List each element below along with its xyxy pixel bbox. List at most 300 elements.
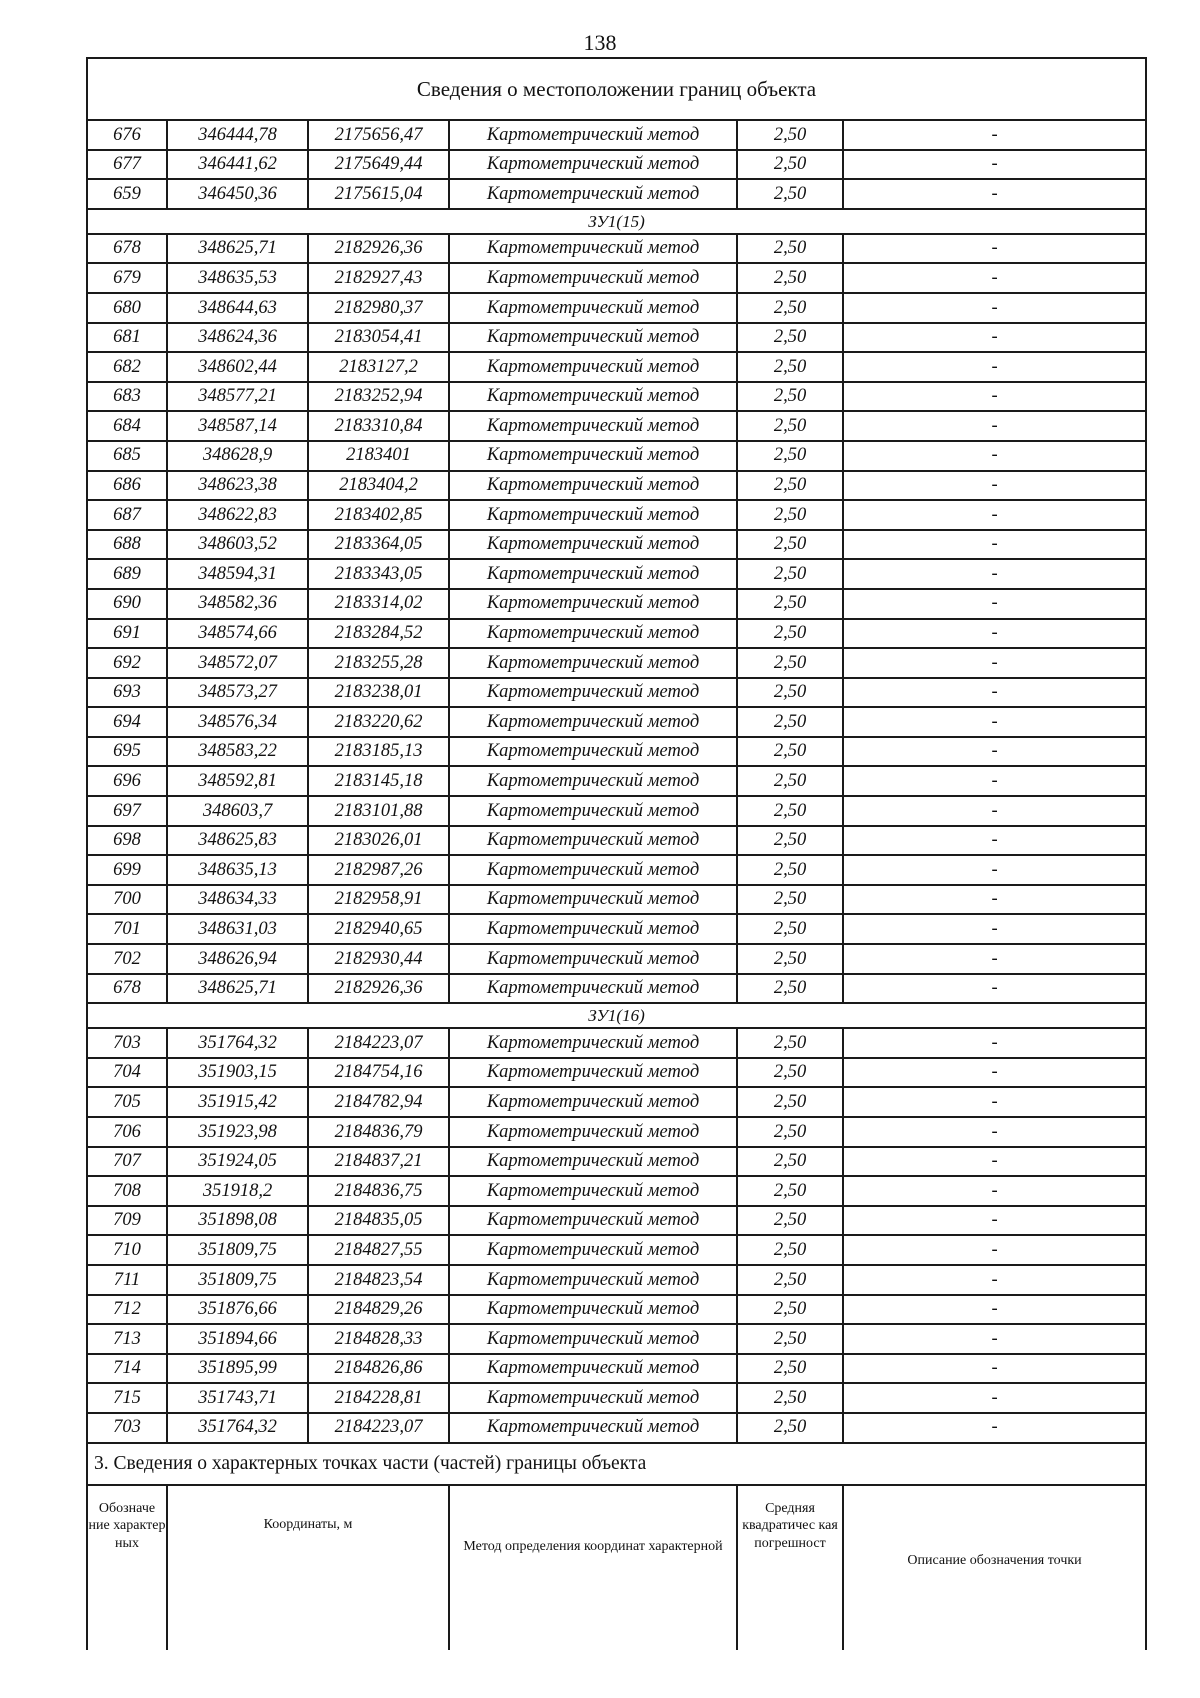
header-coordinates: Координаты, м: [167, 1485, 449, 1650]
cell-coord-y: 2184836,75: [308, 1176, 449, 1206]
cell-accuracy: 2,50: [737, 471, 843, 501]
cell-coord-x: 348625,83: [167, 826, 308, 856]
cell-point-id: 683: [87, 382, 167, 412]
cell-coord-y: 2183026,01: [308, 826, 449, 856]
cell-accuracy: 2,50: [737, 179, 843, 209]
section3-title-row: [87, 1443, 1146, 1485]
cell-description: -: [843, 1058, 1146, 1088]
cell-method: Картометрический метод: [449, 1354, 737, 1384]
cell-accuracy: 2,50: [737, 1413, 843, 1443]
cell-coord-y: 2183401: [308, 441, 449, 471]
cell-coord-x: 348625,71: [167, 234, 308, 264]
cell-coord-y: 2183252,94: [308, 382, 449, 412]
cell-coord-x: 348624,36: [167, 323, 308, 353]
table-row: [87, 619, 1146, 649]
cell-accuracy: 2,50: [737, 1117, 843, 1147]
cell-method: Картометрический метод: [449, 826, 737, 856]
cell-coord-y: 2175656,47: [308, 120, 449, 150]
cell-coord-x: 351764,32: [167, 1028, 308, 1058]
cell-coord-y: 2175649,44: [308, 150, 449, 180]
cell-method: Картометрический метод: [449, 150, 737, 180]
cell-coord-x: 351809,75: [167, 1235, 308, 1265]
cell-point-id: 687: [87, 500, 167, 530]
cell-coord-y: 2184835,05: [308, 1206, 449, 1236]
table-row: [87, 1176, 1146, 1206]
cell-accuracy: 2,50: [737, 826, 843, 856]
cell-method: Картометрический метод: [449, 441, 737, 471]
table-row: [87, 796, 1146, 826]
cell-coord-y: 2184826,86: [308, 1354, 449, 1384]
cell-description: -: [843, 293, 1146, 323]
cell-coord-x: 348631,03: [167, 914, 308, 944]
cell-accuracy: 2,50: [737, 263, 843, 293]
cell-coord-y: 2183310,84: [308, 411, 449, 441]
cell-description: -: [843, 500, 1146, 530]
table-row: [87, 1147, 1146, 1177]
table-row: [87, 382, 1146, 412]
cell-description: -: [843, 1324, 1146, 1354]
cell-accuracy: 2,50: [737, 1028, 843, 1058]
cell-description: -: [843, 826, 1146, 856]
table-row: [87, 944, 1146, 974]
cell-coord-x: 351915,42: [167, 1087, 308, 1117]
cell-point-id: 679: [87, 263, 167, 293]
table-row: [87, 1354, 1146, 1384]
cell-point-id: 701: [87, 914, 167, 944]
table-row: [87, 1028, 1146, 1058]
zone-label-row: [87, 209, 1146, 234]
cell-accuracy: 2,50: [737, 914, 843, 944]
cell-coord-y: 2183238,01: [308, 678, 449, 708]
cell-accuracy: 2,50: [737, 648, 843, 678]
cell-accuracy: 2,50: [737, 1354, 843, 1384]
table-row: [87, 678, 1146, 708]
cell-coord-x: 348625,71: [167, 974, 308, 1004]
cell-coord-x: 348628,9: [167, 441, 308, 471]
cell-coord-y: 2183127,2: [308, 352, 449, 382]
table-row: [87, 974, 1146, 1004]
cell-coord-y: 2175615,04: [308, 179, 449, 209]
cell-coord-x: 351918,2: [167, 1176, 308, 1206]
cell-coord-x: 348603,52: [167, 530, 308, 560]
cell-method: Картометрический метод: [449, 234, 737, 264]
cell-method: Картометрический метод: [449, 1147, 737, 1177]
cell-method: Картометрический метод: [449, 323, 737, 353]
cell-point-id: 703: [87, 1413, 167, 1443]
cell-description: -: [843, 1354, 1146, 1384]
page-number: 138: [583, 30, 617, 55]
cell-point-id: 715: [87, 1383, 167, 1413]
cell-coord-x: 351743,71: [167, 1383, 308, 1413]
cell-description: -: [843, 914, 1146, 944]
cell-description: -: [843, 263, 1146, 293]
cell-method: Картометрический метод: [449, 1383, 737, 1413]
cell-method: Картометрический метод: [449, 293, 737, 323]
cell-accuracy: 2,50: [737, 1324, 843, 1354]
cell-point-id: 676: [87, 120, 167, 150]
cell-coord-y: 2184223,07: [308, 1028, 449, 1058]
table-row: [87, 441, 1146, 471]
cell-coord-x: 348622,83: [167, 500, 308, 530]
zone-label-row: [87, 1003, 1146, 1028]
cell-coord-y: 2183343,05: [308, 559, 449, 589]
cell-accuracy: 2,50: [737, 1235, 843, 1265]
cell-point-id: 692: [87, 648, 167, 678]
cell-accuracy: 2,50: [737, 766, 843, 796]
table-row: [87, 150, 1146, 180]
table-row: [87, 737, 1146, 767]
cell-coord-y: 2183402,85: [308, 500, 449, 530]
cell-method: Картометрический метод: [449, 352, 737, 382]
table-row: [87, 263, 1146, 293]
section3-title: 3. Сведения о характерных точках части (частей) границы объекта: [87, 1443, 1146, 1485]
header-point: Обозначе ние характер ных: [87, 1485, 167, 1650]
cell-coord-y: 2184837,21: [308, 1147, 449, 1177]
cell-method: Картометрический метод: [449, 944, 737, 974]
cell-method: Картометрический метод: [449, 914, 737, 944]
cell-coord-x: 348587,14: [167, 411, 308, 441]
cell-description: -: [843, 944, 1146, 974]
cell-accuracy: 2,50: [737, 619, 843, 649]
cell-description: -: [843, 855, 1146, 885]
cell-coord-y: 2184228,81: [308, 1383, 449, 1413]
table-row: [87, 293, 1146, 323]
cell-coord-y: 2182927,43: [308, 263, 449, 293]
cell-point-id: 694: [87, 707, 167, 737]
cell-accuracy: 2,50: [737, 944, 843, 974]
cell-coord-x: 348623,38: [167, 471, 308, 501]
cell-coord-y: 2183314,02: [308, 589, 449, 619]
cell-coord-x: 351895,99: [167, 1354, 308, 1384]
cell-point-id: 708: [87, 1176, 167, 1206]
header-accuracy: Средняя квадратичес кая погрешност: [737, 1485, 843, 1650]
cell-coord-x: 348594,31: [167, 559, 308, 589]
table-row: [87, 1324, 1146, 1354]
cell-description: -: [843, 648, 1146, 678]
cell-description: -: [843, 974, 1146, 1004]
cell-coord-y: 2184754,16: [308, 1058, 449, 1088]
cell-coord-y: 2183255,28: [308, 648, 449, 678]
cell-accuracy: 2,50: [737, 974, 843, 1004]
cell-coord-x: 348577,21: [167, 382, 308, 412]
table-row: [87, 411, 1146, 441]
cell-coord-x: 351924,05: [167, 1147, 308, 1177]
cell-method: Картометрический метод: [449, 500, 737, 530]
cell-method: Картометрический метод: [449, 263, 737, 293]
cell-accuracy: 2,50: [737, 293, 843, 323]
cell-coord-y: 2184828,33: [308, 1324, 449, 1354]
cell-description: -: [843, 1176, 1146, 1206]
cell-coord-x: 351764,32: [167, 1413, 308, 1443]
cell-accuracy: 2,50: [737, 559, 843, 589]
cell-method: Картометрический метод: [449, 1028, 737, 1058]
cell-point-id: 710: [87, 1235, 167, 1265]
cell-description: -: [843, 766, 1146, 796]
zone-label: ЗУ1(16): [87, 1003, 1146, 1028]
cell-method: Картометрический метод: [449, 1265, 737, 1295]
cell-point-id: 680: [87, 293, 167, 323]
cell-method: Картометрический метод: [449, 559, 737, 589]
cell-accuracy: 2,50: [737, 1058, 843, 1088]
cell-method: Картометрический метод: [449, 855, 737, 885]
cell-accuracy: 2,50: [737, 1295, 843, 1325]
cell-method: Картометрический метод: [449, 648, 737, 678]
cell-coord-x: 351876,66: [167, 1295, 308, 1325]
cell-accuracy: 2,50: [737, 1147, 843, 1177]
cell-description: -: [843, 559, 1146, 589]
table-row: [87, 500, 1146, 530]
cell-coord-x: 351898,08: [167, 1206, 308, 1236]
cell-point-id: 703: [87, 1028, 167, 1058]
cell-method: Картометрический метод: [449, 471, 737, 501]
cell-accuracy: 2,50: [737, 589, 843, 619]
cell-point-id: 659: [87, 179, 167, 209]
table-row: [87, 559, 1146, 589]
table-row: [87, 1235, 1146, 1265]
cell-description: -: [843, 589, 1146, 619]
cell-point-id: 690: [87, 589, 167, 619]
cell-accuracy: 2,50: [737, 530, 843, 560]
table-row: [87, 234, 1146, 264]
cell-description: -: [843, 1295, 1146, 1325]
table-row: [87, 766, 1146, 796]
cell-description: -: [843, 1117, 1146, 1147]
cell-coord-x: 348626,94: [167, 944, 308, 974]
cell-description: -: [843, 1265, 1146, 1295]
table-row: [87, 471, 1146, 501]
cell-accuracy: 2,50: [737, 120, 843, 150]
cell-point-id: 677: [87, 150, 167, 180]
cell-accuracy: 2,50: [737, 855, 843, 885]
cell-coord-x: 348592,81: [167, 766, 308, 796]
cell-coord-x: 348572,07: [167, 648, 308, 678]
cell-method: Картометрический метод: [449, 707, 737, 737]
cell-description: -: [843, 1028, 1146, 1058]
section3-header-row: [87, 1485, 1146, 1650]
cell-coord-y: 2184223,07: [308, 1413, 449, 1443]
cell-description: -: [843, 707, 1146, 737]
cell-point-id: 682: [87, 352, 167, 382]
table-row: [87, 1058, 1146, 1088]
cell-accuracy: 2,50: [737, 707, 843, 737]
cell-coord-x: 348576,34: [167, 707, 308, 737]
cell-accuracy: 2,50: [737, 500, 843, 530]
cell-coord-x: 348603,7: [167, 796, 308, 826]
cell-coord-y: 2184829,26: [308, 1295, 449, 1325]
header-description: Описание обозначения точки: [843, 1485, 1146, 1650]
cell-description: -: [843, 1413, 1146, 1443]
cell-coord-y: 2183364,05: [308, 530, 449, 560]
cell-coord-x: 346450,36: [167, 179, 308, 209]
cell-coord-y: 2184836,79: [308, 1117, 449, 1147]
cell-description: -: [843, 885, 1146, 915]
cell-description: -: [843, 1206, 1146, 1236]
zone-label: ЗУ1(15): [87, 209, 1146, 234]
cell-coord-x: 351894,66: [167, 1324, 308, 1354]
cell-method: Картометрический метод: [449, 766, 737, 796]
cell-accuracy: 2,50: [737, 441, 843, 471]
cell-coord-y: 2184827,55: [308, 1235, 449, 1265]
cell-coord-y: 2182926,36: [308, 974, 449, 1004]
table-title: Сведения о местоположении границ объекта: [87, 58, 1146, 120]
cell-method: Картометрический метод: [449, 678, 737, 708]
cell-description: -: [843, 150, 1146, 180]
header-method: Метод определения координат характерной: [449, 1485, 737, 1650]
cell-method: Картометрический метод: [449, 974, 737, 1004]
cell-point-id: 684: [87, 411, 167, 441]
table-row: [87, 1383, 1146, 1413]
cell-method: Картометрический метод: [449, 179, 737, 209]
cell-coord-y: 2184782,94: [308, 1087, 449, 1117]
cell-accuracy: 2,50: [737, 796, 843, 826]
cell-method: Картометрический метод: [449, 1235, 737, 1265]
cell-coord-x: 351903,15: [167, 1058, 308, 1088]
cell-point-id: 697: [87, 796, 167, 826]
cell-description: -: [843, 471, 1146, 501]
cell-method: Картометрический метод: [449, 1413, 737, 1443]
cell-point-id: 714: [87, 1354, 167, 1384]
cell-point-id: 696: [87, 766, 167, 796]
cell-coord-y: 2184823,54: [308, 1265, 449, 1295]
table-row: [87, 826, 1146, 856]
cell-description: -: [843, 737, 1146, 767]
cell-method: Картометрический метод: [449, 1295, 737, 1325]
cell-description: -: [843, 323, 1146, 353]
cell-accuracy: 2,50: [737, 352, 843, 382]
cell-accuracy: 2,50: [737, 678, 843, 708]
cell-coord-y: 2182980,37: [308, 293, 449, 323]
cell-accuracy: 2,50: [737, 737, 843, 767]
table-row: [87, 530, 1146, 560]
cell-description: -: [843, 1383, 1146, 1413]
cell-point-id: 705: [87, 1087, 167, 1117]
cell-description: -: [843, 382, 1146, 412]
cell-description: -: [843, 619, 1146, 649]
cell-coord-y: 2182987,26: [308, 855, 449, 885]
table-row: [87, 1117, 1146, 1147]
cell-point-id: 711: [87, 1265, 167, 1295]
table-row: [87, 914, 1146, 944]
cell-description: -: [843, 678, 1146, 708]
cell-coord-y: 2183054,41: [308, 323, 449, 353]
cell-method: Картометрический метод: [449, 885, 737, 915]
cell-point-id: 686: [87, 471, 167, 501]
cell-point-id: 681: [87, 323, 167, 353]
cell-point-id: 712: [87, 1295, 167, 1325]
cell-coord-y: 2182926,36: [308, 234, 449, 264]
cell-description: -: [843, 441, 1146, 471]
cell-coord-x: 348644,63: [167, 293, 308, 323]
cell-method: Картометрический метод: [449, 1206, 737, 1236]
cell-accuracy: 2,50: [737, 382, 843, 412]
cell-coord-x: 348573,27: [167, 678, 308, 708]
cell-description: -: [843, 1087, 1146, 1117]
cell-point-id: 707: [87, 1147, 167, 1177]
cell-accuracy: 2,50: [737, 1087, 843, 1117]
cell-coord-y: 2183185,13: [308, 737, 449, 767]
cell-description: -: [843, 530, 1146, 560]
cell-point-id: 713: [87, 1324, 167, 1354]
cell-coord-y: 2182940,65: [308, 914, 449, 944]
cell-description: -: [843, 411, 1146, 441]
table-row: [87, 885, 1146, 915]
cell-method: Картометрический метод: [449, 1117, 737, 1147]
cell-accuracy: 2,50: [737, 1265, 843, 1295]
cell-accuracy: 2,50: [737, 411, 843, 441]
cell-coord-x: 346441,62: [167, 150, 308, 180]
cell-description: -: [843, 234, 1146, 264]
table-row: [87, 1087, 1146, 1117]
cell-point-id: 693: [87, 678, 167, 708]
cell-point-id: 704: [87, 1058, 167, 1088]
cell-method: Картометрический метод: [449, 411, 737, 441]
table-row: [87, 1413, 1146, 1443]
cell-point-id: 691: [87, 619, 167, 649]
table-row: [87, 1265, 1146, 1295]
cell-description: -: [843, 120, 1146, 150]
cell-coord-x: 346444,78: [167, 120, 308, 150]
cell-coord-x: 348634,33: [167, 885, 308, 915]
cell-coord-y: 2183101,88: [308, 796, 449, 826]
cell-description: -: [843, 1147, 1146, 1177]
table-row: [87, 1206, 1146, 1236]
cell-description: -: [843, 352, 1146, 382]
cell-coord-y: 2182930,44: [308, 944, 449, 974]
cell-coord-y: 2183284,52: [308, 619, 449, 649]
table-row: [87, 323, 1146, 353]
table-row: [87, 648, 1146, 678]
cell-point-id: 709: [87, 1206, 167, 1236]
cell-coord-x: 348582,36: [167, 589, 308, 619]
table-row: [87, 179, 1146, 209]
cell-method: Картометрический метод: [449, 120, 737, 150]
cell-accuracy: 2,50: [737, 1176, 843, 1206]
cell-point-id: 695: [87, 737, 167, 767]
cell-description: -: [843, 179, 1146, 209]
cell-accuracy: 2,50: [737, 323, 843, 353]
cell-method: Картометрический метод: [449, 796, 737, 826]
cell-description: -: [843, 796, 1146, 826]
table-row: [87, 120, 1146, 150]
cell-coord-x: 348574,66: [167, 619, 308, 649]
cell-method: Картометрический метод: [449, 619, 737, 649]
cell-coord-x: 351809,75: [167, 1265, 308, 1295]
cell-point-id: 702: [87, 944, 167, 974]
cell-coord-y: 2183220,62: [308, 707, 449, 737]
cell-method: Картометрический метод: [449, 589, 737, 619]
cell-coord-x: 348635,13: [167, 855, 308, 885]
cell-coord-x: 348602,44: [167, 352, 308, 382]
cell-point-id: 678: [87, 234, 167, 264]
cell-method: Картометрический метод: [449, 1087, 737, 1117]
cell-point-id: 700: [87, 885, 167, 915]
cell-accuracy: 2,50: [737, 150, 843, 180]
table-title-row: [87, 58, 1146, 120]
cell-method: Картометрический метод: [449, 737, 737, 767]
cell-coord-x: 348635,53: [167, 263, 308, 293]
cell-accuracy: 2,50: [737, 885, 843, 915]
table-row: [87, 855, 1146, 885]
cell-coord-x: 351923,98: [167, 1117, 308, 1147]
cell-method: Картометрический метод: [449, 382, 737, 412]
boundary-coordinates-table: [86, 57, 1147, 1650]
table-row: [87, 352, 1146, 382]
cell-point-id: 689: [87, 559, 167, 589]
cell-coord-y: 2183404,2: [308, 471, 449, 501]
cell-point-id: 706: [87, 1117, 167, 1147]
cell-point-id: 685: [87, 441, 167, 471]
cell-accuracy: 2,50: [737, 1383, 843, 1413]
